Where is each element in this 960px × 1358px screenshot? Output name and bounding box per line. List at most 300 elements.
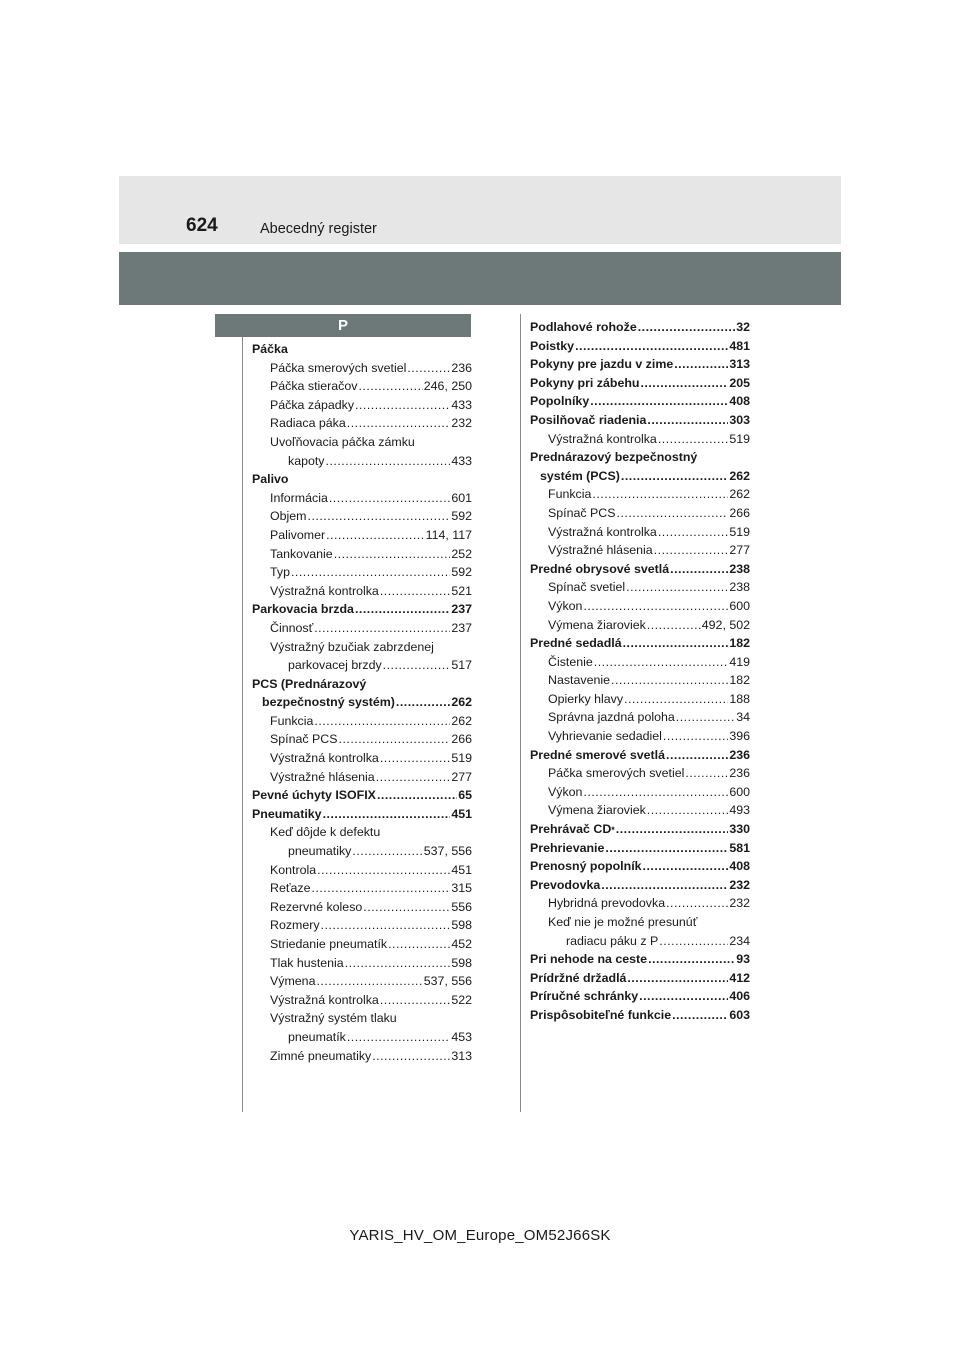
index-entry-text: Činnosť (270, 620, 314, 635)
index-entry-text: Výstražný bzučiak zabrzdenej (270, 639, 434, 654)
index-entry-page: 408 (729, 859, 750, 874)
dot-leader (583, 783, 728, 802)
index-entry-text: Výmena žiaroviek (548, 617, 646, 632)
index-entry (252, 991, 472, 1010)
index-entry-text: Prevodovka (530, 877, 601, 892)
index-entry (530, 671, 750, 690)
index-entry-page: 396 (729, 729, 750, 744)
index-entry (252, 526, 472, 545)
index-entry (530, 411, 750, 430)
dot-leader (575, 337, 728, 356)
index-entry: Prehrávač CD * ..... 330 (530, 820, 750, 839)
dot-leader (316, 972, 422, 991)
index-entry-page: 517 (451, 658, 472, 673)
index-entry (530, 1006, 750, 1025)
index-entry (252, 452, 472, 471)
index-entry-text: Výstražné hlásenia (270, 769, 375, 784)
right-column-rule (520, 314, 521, 1112)
index-entry-page: 408 (729, 394, 750, 409)
index-entry (530, 857, 750, 876)
dot-leader (647, 616, 701, 635)
dot-leader (314, 619, 450, 638)
index-entry (530, 560, 750, 579)
dot-leader (380, 582, 451, 601)
index-entry-page: 182 (729, 636, 750, 651)
dot-leader (601, 876, 728, 895)
index-entry-page: 182 (729, 673, 750, 688)
index-entry-text: Zimné pneumatiky (270, 1048, 372, 1063)
dot-leader (663, 727, 728, 746)
index-entry-text: Páčka smerových svetiel (548, 766, 685, 781)
index-entry (252, 786, 472, 805)
dot-leader (659, 932, 728, 951)
index-entry (530, 430, 750, 449)
index-entry (530, 894, 750, 913)
index-entry-page: 252 (451, 546, 472, 561)
index-entry-text: pneumatík (288, 1029, 346, 1044)
index-entry-text: Spínač PCS (548, 505, 616, 520)
dot-leader (377, 786, 457, 805)
index-entry (530, 839, 750, 858)
dot-leader (594, 653, 729, 672)
index-entry-page: 521 (451, 583, 472, 598)
index-entry-text: Parkovacia brzda (252, 602, 354, 617)
index-entry (252, 749, 472, 768)
dot-leader (329, 489, 450, 508)
index-entry (252, 600, 472, 619)
index-entry-page: 519 (729, 431, 750, 446)
index-entry-page: 262 (451, 695, 472, 710)
index-entry (252, 470, 472, 489)
index-entry-text: Podlahové rohože (530, 320, 637, 334)
index-entry-page: 406 (729, 989, 750, 1004)
index-entry-page: 238 (729, 561, 750, 576)
dot-leader (380, 749, 451, 768)
index-entry-page: 232 (729, 877, 750, 892)
dot-leader (605, 839, 728, 858)
index-entry (252, 414, 472, 433)
index-entry-page: 262 (729, 487, 750, 502)
index-entry-page: 114, 117 (425, 527, 472, 542)
index-entry-page: 205 (729, 375, 750, 390)
index-entry (252, 638, 472, 657)
section-title: Abecedný register (260, 221, 377, 237)
index-entry (252, 1009, 472, 1028)
dot-leader (623, 634, 729, 653)
index-entry (252, 619, 472, 638)
index-entry-page: 188 (729, 691, 750, 706)
index-entry (252, 916, 472, 935)
index-entry-text: Funkcia (548, 487, 592, 502)
index-entry-page: 236 (729, 747, 750, 762)
index-entry-text: Výstražná kontrolka (548, 431, 657, 446)
index-entry-text: Prispôsobiteľné funkcie (530, 1007, 672, 1022)
index-entry-page: 519 (729, 524, 750, 539)
index-entry-text: Výmena (270, 974, 316, 989)
index-entry-text: Správna jazdná poloha (548, 710, 675, 725)
dot-leader (640, 374, 728, 393)
index-entry-page: 93 (736, 952, 750, 967)
index-entry-page: 266 (451, 732, 472, 747)
dot-leader (388, 935, 450, 954)
index-entry-page: 313 (729, 357, 750, 372)
index-entry (252, 582, 472, 601)
index-entry-text: pneumatiky (288, 844, 352, 859)
index-entry (252, 693, 472, 712)
dot-leader (647, 411, 728, 430)
index-entry-page: 262 (451, 713, 472, 728)
index-entry-page: 519 (451, 751, 472, 766)
index-entry-text: kapoty (288, 453, 325, 468)
dot-leader (347, 414, 451, 433)
index-entry-text: Rezervné koleso (270, 899, 363, 914)
index-entry-text: Prednárazový bezpečnostný (530, 450, 698, 465)
index-entry (252, 823, 472, 842)
index-entry (252, 396, 472, 415)
index-entry-text: Predné sedadlá (530, 636, 622, 651)
index-entry (530, 578, 750, 597)
index-entry-text: Nastavenie (548, 673, 610, 688)
index-entry-text: Páčka smerových svetiel (270, 360, 407, 375)
index-entry-page: 452 (451, 937, 472, 951)
document-footer: YARIS_HV_OM_Europe_OM52J66SK (349, 1227, 611, 1244)
index-entry (530, 969, 750, 988)
dot-leader (355, 396, 450, 415)
index-entry (252, 433, 472, 452)
index-entry-text: Funkcia (270, 713, 314, 728)
index-entry-text: Pevné úchyty ISOFIX (252, 788, 376, 803)
index-entry-text: Tankovanie (270, 546, 333, 561)
index-entry-text: Páčka (252, 342, 288, 356)
dot-leader (639, 987, 728, 1006)
index-entry-text: Výstražná kontrolka (270, 992, 379, 1007)
index-entry-text: Popolníky (530, 394, 590, 409)
index-entry (252, 507, 472, 526)
dot-leader (624, 690, 728, 709)
index-entry-page: 433 (451, 453, 472, 468)
dot-leader (658, 430, 729, 449)
dot-leader (345, 954, 451, 973)
index-entry (530, 337, 750, 356)
dot-leader (314, 712, 450, 731)
index-entry (530, 374, 750, 393)
index-entry-page: 451 (451, 806, 472, 821)
index-column-right (530, 318, 750, 1025)
index-entry-page: 232 (451, 416, 472, 431)
index-entry-page: 537, 556 (423, 974, 472, 989)
index-entry-text: Predné obrysové svetlá (530, 561, 670, 576)
index-entry-text: PCS (Prednárazový (252, 676, 367, 691)
index-entry-text: Prehrievanie (530, 840, 605, 855)
index-entry (530, 801, 750, 820)
index-entry (530, 448, 750, 467)
index-entry (252, 1047, 472, 1066)
index-entry (252, 563, 472, 582)
index-entry-text: Spínač PCS (270, 732, 338, 747)
dot-leader (363, 898, 450, 917)
index-entry-text: Uvoľňovacia páčka zámku (270, 434, 415, 449)
index-entry (252, 879, 472, 898)
index-entry-page: 236 (729, 766, 750, 781)
index-entry-page: 266 (729, 505, 750, 520)
index-entry (252, 656, 472, 675)
dot-leader (676, 708, 735, 727)
index-entry (530, 690, 750, 709)
section-banner (119, 252, 841, 305)
dot-leader (407, 359, 450, 378)
dot-leader (326, 526, 425, 545)
index-entry-text: Výstražný systém tlaku (270, 1011, 397, 1026)
index-entry-page: 601 (451, 490, 472, 505)
index-entry-page: 238 (729, 580, 750, 595)
index-entry-text: Výkon (548, 784, 583, 799)
index-entry-text: Príručné schránky (530, 989, 639, 1004)
dot-leader (670, 560, 728, 579)
index-entry-text: Výstražné hlásenia (548, 543, 653, 558)
dot-leader (323, 805, 451, 824)
index-entry-page: 600 (729, 784, 750, 799)
index-entry (252, 954, 472, 973)
index-entry-text: Reťaze (270, 881, 311, 896)
index-entry (530, 764, 750, 783)
index-entry-text: Radiaca páka (270, 416, 346, 431)
left-column-rule (242, 337, 243, 1112)
index-entry-text: Páčka stieračov (270, 379, 358, 394)
index-entry-text: parkovacej brzdy (288, 658, 382, 673)
index-entry (252, 1028, 472, 1047)
dot-leader (654, 541, 729, 560)
index-entry-text: systém (PCS) (540, 468, 620, 483)
index-entry-page: 451 (451, 862, 472, 877)
index-entry-page: 600 (729, 598, 750, 613)
index-entry-page: 246, 250 (423, 379, 472, 394)
index-entry-text: Objem (270, 509, 307, 524)
index-entry-text: Kontrola (270, 862, 317, 877)
dot-leader (352, 842, 422, 861)
index-entry (530, 950, 750, 969)
dot-leader (616, 820, 729, 839)
index-entry-page: 277 (729, 543, 750, 558)
index-entry-page: 234 (729, 933, 750, 948)
dot-leader (308, 507, 451, 526)
index-entry-page: 433 (451, 397, 472, 412)
dot-leader (658, 523, 729, 542)
dot-leader (355, 600, 450, 619)
index-entry-text: Posilňovač riadenia (530, 412, 647, 427)
index-entry-text: Poistky (530, 338, 575, 353)
dot-leader (372, 1047, 450, 1066)
dot-leader (358, 377, 422, 396)
index-entry-page: 237 (451, 602, 472, 617)
dot-leader (643, 857, 729, 876)
index-entry (530, 708, 750, 727)
dot-leader (380, 991, 451, 1010)
index-entry-page: 453 (451, 1029, 472, 1044)
index-entry (252, 805, 472, 824)
index-entry-page: 32 (736, 320, 750, 334)
index-entry (530, 932, 750, 951)
index-entry (530, 634, 750, 653)
index-entry (530, 913, 750, 932)
index-entry-text: Prehrávač CD (530, 822, 612, 837)
index-entry (530, 746, 750, 765)
index-entry (252, 972, 472, 991)
dot-leader (648, 950, 735, 969)
index-entry-page: 537, 556 (423, 844, 472, 859)
index-entry (530, 727, 750, 746)
dot-leader (339, 730, 451, 749)
dot-leader (311, 879, 450, 898)
index-entry-text: Rozmery (270, 918, 320, 933)
dot-leader (611, 671, 728, 690)
index-entry-page: 492, 502 (701, 617, 750, 632)
index-entry-page: 419 (729, 654, 750, 669)
index-entry (530, 616, 750, 635)
index-entry (530, 318, 750, 337)
index-entry-page: 330 (729, 822, 750, 837)
index-entry-text: Výstražná kontrolka (270, 583, 379, 598)
index-entry (530, 355, 750, 374)
index-entry-text: Páčka západky (270, 397, 355, 412)
index-entry-text: Hybridná prevodovka (548, 896, 666, 911)
index-entry-text: Čistenie (548, 654, 593, 669)
index-entry-page: 522 (451, 992, 472, 1007)
dot-leader (617, 504, 729, 523)
dot-leader (396, 693, 450, 712)
index-entry-text: Informácia (270, 490, 328, 505)
index-entry (252, 359, 472, 378)
index-entry-text: Palivo (252, 472, 289, 487)
index-entry (530, 467, 750, 486)
index-entry-text: Výmena žiaroviek (548, 803, 646, 818)
index-entry-text: Pokyny pri zábehu (530, 375, 640, 390)
index-entry-page: 598 (451, 955, 472, 970)
index-entry (252, 842, 472, 861)
index-entry-text: Predné smerové svetlá (530, 747, 665, 762)
index-entry-page: 556 (451, 899, 472, 914)
index-entry-page: 262 (729, 468, 750, 483)
index-entry-text: Výstražná kontrolka (270, 751, 379, 766)
index-entry-page: 592 (451, 565, 472, 580)
dot-leader (666, 746, 728, 765)
dot-leader (347, 1028, 450, 1047)
dot-leader (334, 545, 451, 564)
index-entry-text: Typ (270, 565, 290, 580)
index-entry-text: Palivomer (270, 527, 326, 542)
index-entry (530, 504, 750, 523)
index-entry (252, 340, 472, 359)
index-entry-page: 598 (451, 918, 472, 933)
index-entry-text: Tlak hustenia (270, 955, 344, 970)
index-entry-text: bezpečnostný systém) (262, 695, 395, 710)
dot-leader (383, 656, 451, 675)
index-entry-text: Pri nehode na ceste (530, 952, 648, 967)
index-entry-page: 303 (729, 412, 750, 427)
dot-leader (317, 861, 450, 880)
index-entry-page: 236 (451, 360, 472, 375)
index-entry-text: Striedanie pneumatík (270, 937, 388, 951)
index-entry (530, 597, 750, 616)
index-entry-page: 232 (729, 896, 750, 911)
page-number: 624 (186, 215, 218, 236)
index-entry-page: 34 (736, 710, 750, 725)
dot-leader (583, 597, 728, 616)
index-entry (252, 935, 472, 954)
index-entry (530, 523, 750, 542)
index-entry-page: 493 (729, 803, 750, 818)
dot-leader (592, 485, 728, 504)
index-entry-page: 481 (729, 338, 750, 353)
index-entry-text: Spínač svetiel (548, 580, 626, 595)
dot-leader (621, 467, 728, 486)
dot-leader (666, 894, 728, 913)
dot-leader (638, 318, 735, 337)
index-entry-text: Keď dôjde k defektu (270, 825, 381, 840)
letter-heading: P (215, 314, 471, 337)
header-band (119, 176, 841, 244)
index-entry (530, 485, 750, 504)
index-entry (530, 783, 750, 802)
dot-leader (627, 969, 728, 988)
index-entry (252, 768, 472, 787)
dot-leader (674, 355, 728, 374)
dot-leader (376, 768, 451, 787)
index-entry-page: 65 (458, 788, 472, 803)
index-entry-text: Opierky hlavy (548, 691, 624, 706)
index-entry-page: 412 (729, 970, 750, 985)
index-entry (252, 861, 472, 880)
index-entry (530, 876, 750, 895)
index-entry (252, 675, 472, 694)
index-entry (530, 541, 750, 560)
index-entry-page: 603 (729, 1007, 750, 1022)
dot-leader (321, 916, 451, 935)
index-entry-text: Vyhrievanie sedadiel (548, 729, 662, 744)
index-entry (252, 898, 472, 917)
index-entry-text: Prenosný popolník (530, 859, 642, 874)
index-entry (252, 712, 472, 731)
index-entry-page: 237 (451, 620, 472, 635)
index-column-left (252, 340, 472, 1065)
dot-leader (626, 578, 728, 597)
index-entry-text: Prídržné držadlá (530, 970, 627, 985)
dot-leader (326, 452, 451, 471)
index-entry-page: 277 (451, 769, 472, 784)
index-entry-text: radiacu páku z P (566, 933, 659, 948)
index-entry-text: Pokyny pre jazdu v zime (530, 357, 674, 372)
index-entry-page: 592 (451, 509, 472, 524)
index-entry-text: Keď nie je možné presunúť (548, 915, 698, 929)
index-entry-text: Výstražná kontrolka (548, 524, 657, 539)
index-entry-page: 581 (729, 840, 750, 855)
index-entry (252, 377, 472, 396)
index-entry (530, 653, 750, 672)
dot-leader (291, 563, 450, 582)
index-entry-text: Výkon (548, 598, 583, 613)
dot-leader (647, 801, 729, 820)
dot-leader (590, 392, 728, 411)
index-entry (530, 987, 750, 1006)
index-entry-text: Pneumatiky (252, 806, 322, 821)
index-entry-page: 313 (451, 1048, 472, 1063)
index-entry (252, 489, 472, 508)
dot-leader (685, 764, 728, 783)
dot-leader (672, 1006, 728, 1025)
index-entry (252, 730, 472, 749)
index-entry-page: 315 (451, 881, 472, 896)
index-entry (252, 545, 472, 564)
index-entry (530, 392, 750, 411)
